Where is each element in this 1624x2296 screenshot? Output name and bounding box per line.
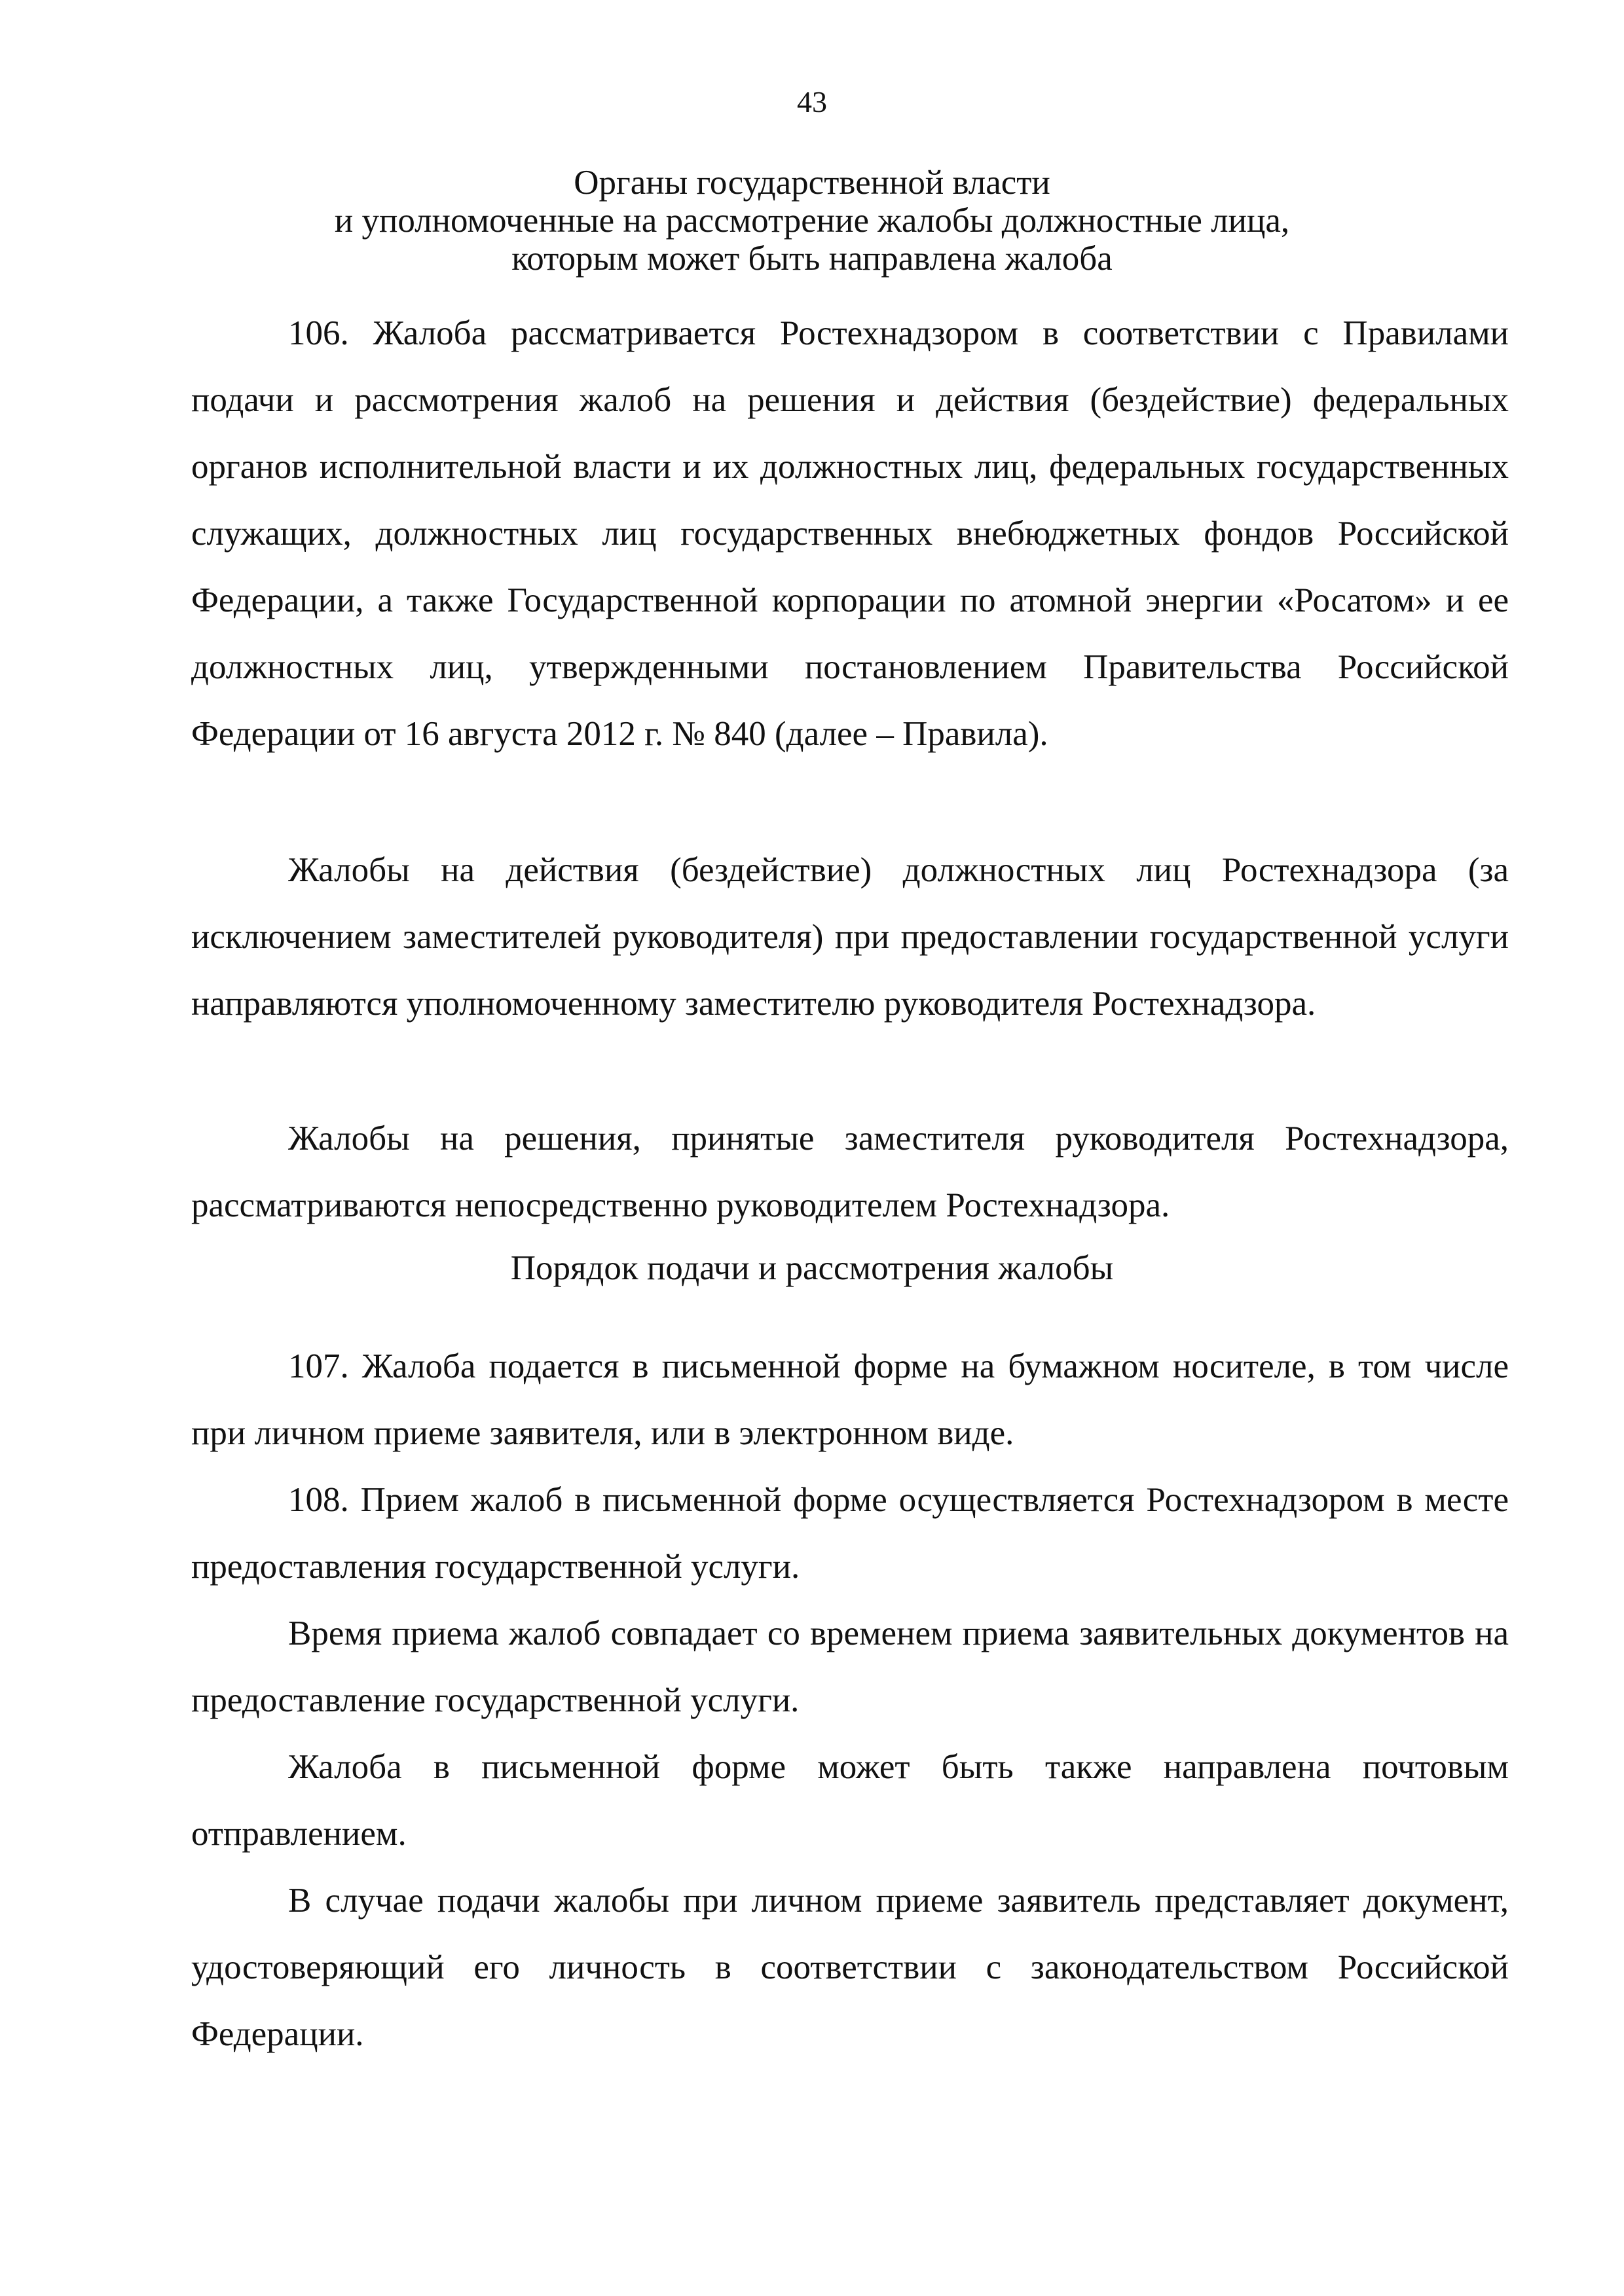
section-heading-authorities [0,164,1624,278]
paragraph-complaints-deputy: Жалобы на решения, принятые заместителя руководителя Ростехнадзора, рассматриваются непосредственно руководителем Ростехнадзора. [191,1120,1509,1224]
paragraph-107: 107. Жалоба подается в письменной форме на бумажном носителе, в том числе при личном приеме заявителя, или в электронном виде. [191,1347,1509,1452]
section-heading-procedure: Порядок подачи и рассмотрения жалобы [510,1249,1114,1287]
paragraph-identity-document: В случае подачи жалобы при личном приеме заявитель представляет документ, удостоверяющий его личность в соответствии с законодательством Российской Федерации. [191,1882,1509,2053]
paragraph-complaints-officials: Жалобы на действия (бездействие) должностных лиц Ростехнадзора (за исключением заместителей руководителя) при предоставлении государственной услуги направляются уполномоченному заместителю руководителя Ростехнадзора. [191,851,1509,1023]
page-number: 43 [797,85,827,118]
heading-line: которым может быть направлена жалоба [511,240,1113,278]
heading-line: и уполномоченные на рассмотрение жалобы должностные лица, [334,202,1290,240]
paragraph-108: 108. Прием жалоб в письменной форме осуществляется Ростехнадзором в месте предоставления государственной услуги. [191,1481,1509,1586]
heading-line: Органы государственной власти [574,164,1050,202]
paragraph-106: 106. Жалоба рассматривается Ростехнадзором в соответствии с Правилами подачи и рассмотрения жалоб на решения и действия (бездействие) федеральных органов исполнительной власти и их должностных лиц, федеральных государственных служащих, должностных лиц государственных внебюджетных фондов Российской Федерации, а также Государственной корпорации по атомной энергии «Росатом» и ее должностных лиц, утвержденными постановлением Правительства Российской Федерации от 16 августа 2012 г. № 840 (далее – Правила). [191,314,1509,753]
paragraph-reception-time: Время приема жалоб совпадает со временем приема заявительных документов на предоставление государственной услуги. [191,1614,1509,1719]
paragraph-postal: Жалоба в письменной форме может быть также направлена почтовым отправлением. [191,1748,1509,1853]
